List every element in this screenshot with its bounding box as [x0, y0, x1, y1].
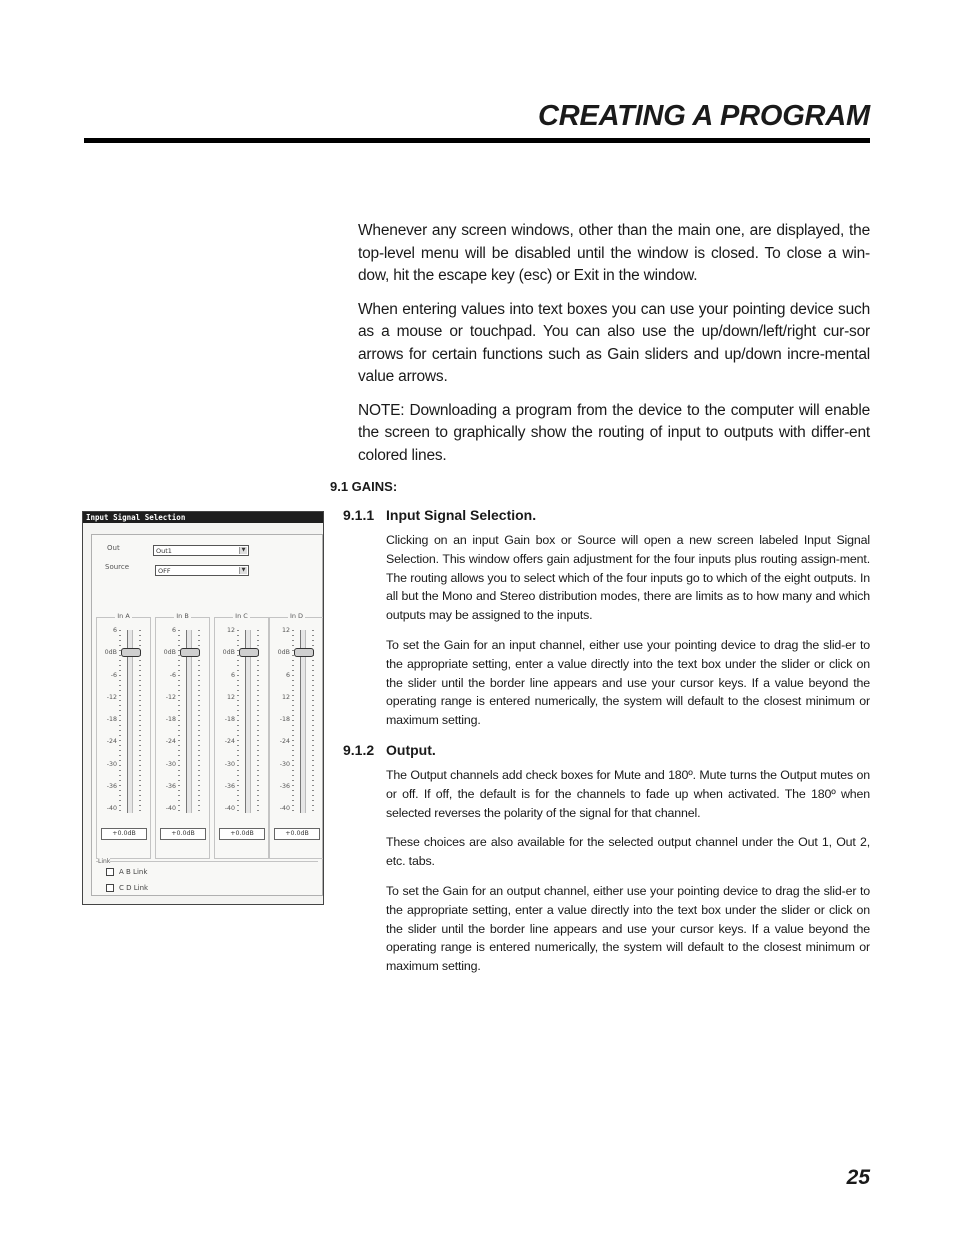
page-title: CREATING A PROGRAM: [537, 100, 870, 132]
scale-label: 6: [285, 671, 290, 679]
intro-text: [358, 220, 870, 478]
input-signal-selection-window: [82, 511, 324, 905]
gain-value-input[interactable]: +0.0dB: [274, 828, 320, 840]
input-section-body: [386, 531, 870, 741]
subsection-heading-input: [343, 507, 536, 523]
scale-label: -40: [106, 805, 117, 812]
scale-label: -18: [279, 716, 290, 723]
scale-label: 0dB: [277, 649, 290, 657]
scale-label: -24: [165, 738, 176, 746]
tick-marks: [139, 630, 141, 813]
tick-marks: [257, 630, 259, 813]
scale-label: -40: [165, 805, 176, 812]
slider-track[interactable]: [245, 630, 251, 813]
output-section-body: [386, 766, 870, 987]
scale-label: -24: [106, 738, 117, 746]
cd-link-checkbox[interactable]: [106, 884, 148, 892]
scale-label: -30: [279, 760, 290, 768]
tick-marks: [119, 630, 121, 813]
strip-label-text: In C: [235, 612, 248, 620]
strip-label: [156, 612, 209, 620]
slider-knob[interactable]: [294, 648, 314, 657]
scale-label: -36: [106, 782, 117, 790]
tick-marks: [292, 630, 294, 813]
window-panel: [91, 534, 323, 896]
source-label: Source: [105, 563, 130, 571]
tick-marks: [312, 630, 314, 813]
out-label: Out: [107, 544, 120, 552]
scale-label: 6: [230, 671, 235, 679]
scale-label: -24: [224, 738, 235, 746]
body-paragraph: The Output channels add check boxes for Mute and 180º. Mute turns the Output mutes on or off. If off, the default is for the channels to fade up when activated. The 180º when selected reverses the polarity of the signal for that channel.: [386, 768, 870, 820]
body-paragraph: Clicking on an input Gain box or Source will open a new screen labeled Input Signal Selection. This window offers gain adjustment for the four inputs plus routing assign-ment. The routing allows you to select which of the four inputs go to which of the eight outputs. In all but the Mono and Stereo distribution modes, there are limits as to how many and which outputs may be assigned to the inputs.: [386, 533, 870, 623]
gain-strip: [269, 612, 324, 859]
slider-knob[interactable]: [180, 648, 200, 657]
scale-label: -18: [224, 716, 235, 723]
strip-label-text: In B: [176, 612, 189, 620]
ab-link-label: A B Link: [119, 868, 148, 876]
gain-strip: [96, 612, 151, 859]
body-paragraph: To set the Gain for an input channel, either use your pointing device to drag the slid-er to the appropriate setting, enter a value directly into the text box under the slider or click on the slider until the border line appears and use your cursor keys. If a value beyond the operating range is entered numerically, the system will default to the closest minimum or maximum setting.: [386, 637, 870, 728]
scale-label: 0dB: [104, 649, 117, 657]
scale-label: 0dB: [163, 649, 176, 657]
page-number: 25: [846, 1166, 870, 1189]
strip-label: [270, 612, 323, 620]
window-titlebar: Input Signal Selection: [83, 512, 323, 523]
gain-value-input[interactable]: +0.0dB: [219, 828, 265, 840]
gain-value-input[interactable]: +0.0dB: [101, 828, 147, 840]
checkbox-icon[interactable]: [106, 868, 114, 876]
chevron-down-icon[interactable]: ▼: [239, 547, 247, 554]
cd-link-label: C D Link: [119, 884, 149, 892]
scale-label: -40: [279, 805, 290, 812]
scale-label: -24: [279, 738, 290, 746]
scale-label: -30: [224, 760, 235, 768]
scale-label: -30: [165, 760, 176, 768]
link-group: [96, 858, 318, 894]
scale-label: 12: [226, 693, 235, 701]
scale-label: 6: [112, 627, 117, 634]
scale-label: 12: [281, 693, 290, 701]
gain-value-input[interactable]: +0.0dB: [160, 828, 206, 840]
checkbox-icon[interactable]: [106, 884, 114, 892]
slider-track[interactable]: [300, 630, 306, 813]
chevron-down-icon[interactable]: ▼: [239, 567, 247, 574]
scale-label: -30: [106, 760, 117, 768]
subsection-number: 9.1.2: [343, 742, 375, 758]
scale-label: -18: [165, 716, 176, 723]
intro-paragraph: When entering values into text boxes you can use your pointing device such as a mouse or touchpad. You can also use the up/down/left/right cur-sor arrows for certain functions such as Gain sliders and up/down incre-mental value arrows.: [358, 300, 870, 385]
scale-label: -6: [110, 671, 117, 679]
gain-strip: [155, 612, 210, 859]
subsection-heading-output: [343, 742, 436, 758]
out-select-value: Out1: [156, 547, 172, 555]
slider-track[interactable]: [127, 630, 133, 813]
body-paragraph: To set the Gain for an output channel, either use your pointing device to drag the slid-er to the appropriate setting, enter a value directly into the text box under the slider or click on the slider until the border line appears and use your cursor keys. If a value beyond the operating range is entered numerically, the system will default to the closest minimum or maximum setting.: [386, 883, 870, 974]
tick-marks: [178, 630, 180, 813]
subsection-number: 9.1.1: [343, 507, 375, 523]
scale-label: -12: [165, 693, 176, 701]
scale-label: 12: [226, 627, 235, 634]
slider-knob[interactable]: [121, 648, 141, 657]
scale-label: -18: [106, 716, 117, 723]
link-group-label: Link: [98, 858, 111, 865]
slider-knob[interactable]: [239, 648, 259, 657]
slider-track[interactable]: [186, 630, 192, 813]
scale-label: 0dB: [222, 649, 235, 657]
strip-label: [97, 612, 150, 620]
scale-label: -36: [224, 782, 235, 790]
scale-label: 6: [171, 627, 176, 634]
scale-label: -40: [224, 805, 235, 812]
scale-label: 12: [281, 627, 290, 634]
section-heading-gains: 9.1 GAINS:: [330, 479, 398, 494]
strip-label-text: In D: [289, 612, 304, 620]
subsection-title: Output.: [386, 742, 436, 758]
source-select[interactable]: [155, 565, 249, 576]
scale-label: -36: [279, 782, 290, 790]
ab-link-checkbox[interactable]: [106, 868, 147, 876]
out-select[interactable]: [153, 545, 249, 556]
strip-label-text: In A: [117, 612, 130, 620]
tick-marks: [237, 630, 239, 813]
subsection-title: Input Signal Selection.: [386, 507, 537, 523]
tick-marks: [198, 630, 200, 813]
gain-strip: [214, 612, 269, 859]
scale-label: -6: [169, 671, 176, 679]
intro-paragraph: Whenever any screen windows, other than the main one, are displayed, the top-level menu will be disabled until the window is closed. To close a win-dow, hit the escape key (esc) or Exit in the window.: [358, 222, 870, 284]
intro-paragraph: NOTE: Downloading a program from the device to the computer will enable the screen to graphically show the routing of input to outputs with differ-ent colored lines.: [358, 401, 870, 464]
body-paragraph: These choices are also available for the selected output channel under the Out 1, Out 2, etc. tabs.: [386, 835, 870, 869]
strip-label: [215, 612, 268, 620]
scale-label: -36: [165, 782, 176, 790]
source-select-value: OFF: [158, 567, 171, 575]
title-rule: [84, 138, 870, 143]
scale-label: -12: [106, 693, 117, 701]
